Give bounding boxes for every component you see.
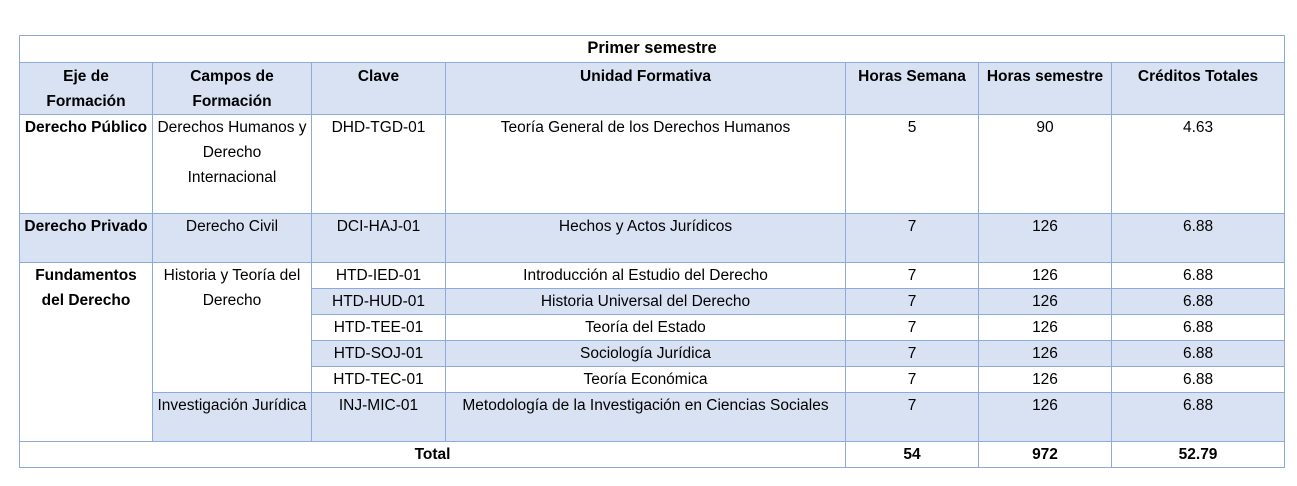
creditos-cell: 6.88 (1112, 393, 1285, 442)
horas-semana-cell: 7 (846, 341, 979, 367)
unidad-cell: Introducción al Estudio del Derecho (446, 263, 846, 289)
total-row (20, 442, 1285, 468)
horas-semestre-cell: 126 (979, 393, 1112, 442)
creditos-cell: 6.88 (1112, 289, 1285, 315)
unidad-cell: Teoría del Estado (446, 315, 846, 341)
header-unidad: Unidad Formativa (446, 63, 846, 115)
unidad-cell: Teoría General de los Derechos Humanos (446, 115, 846, 214)
creditos-cell: 4.63 (1112, 115, 1285, 214)
creditos-cell: 6.88 (1112, 367, 1285, 393)
clave-cell: HTD-TEE-01 (312, 315, 446, 341)
header-horas-semana: Horas Semana (846, 63, 979, 115)
creditos-cell: 6.88 (1112, 315, 1285, 341)
clave-cell: DCI-HAJ-01 (312, 214, 446, 263)
horas-semana-cell: 5 (846, 115, 979, 214)
unidad-cell: Hechos y Actos Jurídicos (446, 214, 846, 263)
horas-semana-cell: 7 (846, 367, 979, 393)
unidad-cell: Sociología Jurídica (446, 341, 846, 367)
table-row (20, 214, 1285, 263)
unidad-cell: Teoría Económica (446, 367, 846, 393)
horas-semestre-cell: 126 (979, 289, 1112, 315)
creditos-cell: 6.88 (1112, 341, 1285, 367)
campo-cell: Derecho Civil (153, 214, 312, 263)
horas-semana-cell: 7 (846, 315, 979, 341)
campo-cell: Investigación Jurídica (153, 393, 312, 442)
horas-semestre-cell: 126 (979, 263, 1112, 289)
total-label: Total (20, 442, 846, 468)
campo-cell: Derechos Humanos y Derecho Internacional (153, 115, 312, 214)
clave-cell: HTD-HUD-01 (312, 289, 446, 315)
horas-semestre-cell: 126 (979, 315, 1112, 341)
total-horas-semestre: 972 (979, 442, 1112, 468)
table-title: Primer semestre (20, 36, 1285, 63)
clave-cell: HTD-SOJ-01 (312, 341, 446, 367)
horas-semestre-cell: 126 (979, 367, 1112, 393)
header-eje: Eje de Formación (20, 63, 153, 115)
table-row (20, 263, 1285, 289)
header-clave: Clave (312, 63, 446, 115)
table-row (20, 115, 1285, 214)
header-horas-semestre: Horas semestre (979, 63, 1112, 115)
horas-semestre-cell: 90 (979, 115, 1112, 214)
horas-semana-cell: 7 (846, 289, 979, 315)
curriculum-table (19, 35, 1285, 468)
creditos-cell: 6.88 (1112, 214, 1285, 263)
header-campos: Campos de Formación (153, 63, 312, 115)
table-row (20, 393, 1285, 442)
total-horas-semana: 54 (846, 442, 979, 468)
total-creditos: 52.79 (1112, 442, 1285, 468)
creditos-cell: 6.88 (1112, 263, 1285, 289)
eje-cell: Derecho Público (20, 115, 153, 214)
horas-semana-cell: 7 (846, 263, 979, 289)
campo-cell: Historia y Teoría del Derecho (153, 263, 312, 393)
eje-cell: Derecho Privado (20, 214, 153, 263)
horas-semana-cell: 7 (846, 393, 979, 442)
horas-semestre-cell: 126 (979, 341, 1112, 367)
curriculum-table-container (19, 35, 1284, 468)
horas-semana-cell: 7 (846, 214, 979, 263)
eje-cell: Fundamentos del Derecho (20, 263, 153, 442)
horas-semestre-cell: 126 (979, 214, 1112, 263)
clave-cell: HTD-TEC-01 (312, 367, 446, 393)
header-creditos: Créditos Totales (1112, 63, 1285, 115)
unidad-cell: Metodología de la Investigación en Ciencias Sociales (446, 393, 846, 442)
clave-cell: DHD-TGD-01 (312, 115, 446, 214)
unidad-cell: Historia Universal del Derecho (446, 289, 846, 315)
clave-cell: INJ-MIC-01 (312, 393, 446, 442)
clave-cell: HTD-IED-01 (312, 263, 446, 289)
